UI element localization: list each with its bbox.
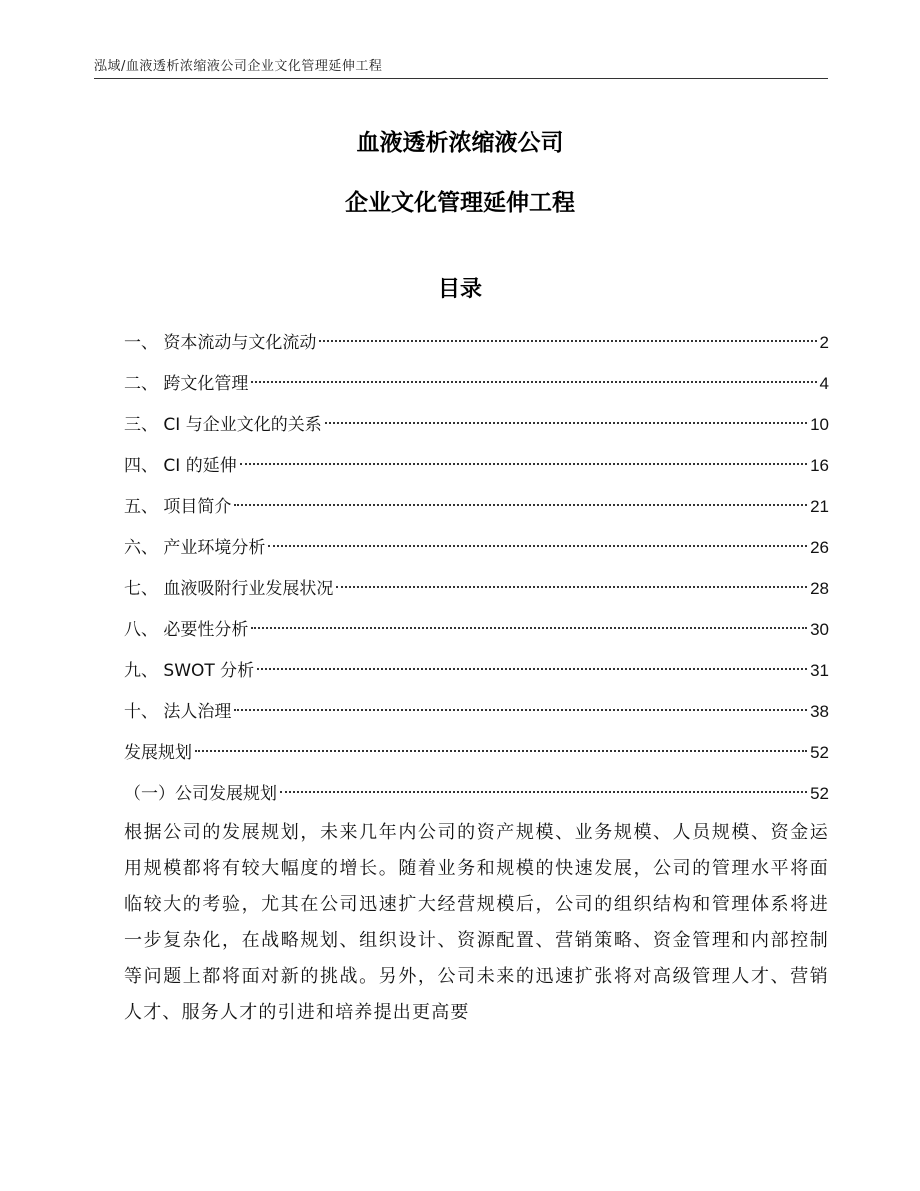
toc-entry-page: 10 <box>810 415 829 434</box>
toc-leader-dots <box>195 750 807 752</box>
document-title-line1: 血液透析浓缩液公司 <box>356 130 564 156</box>
toc-entry[interactable] <box>124 732 829 773</box>
toc-entry[interactable] <box>124 568 829 609</box>
toc-leader-dots <box>240 463 807 465</box>
table-of-contents <box>124 322 829 814</box>
toc-entry[interactable] <box>124 404 829 445</box>
toc-entry-label: 法人治理 <box>163 702 232 722</box>
toc-entry-page: 52 <box>810 784 829 803</box>
toc-entry-label: 必要性分析 <box>163 620 249 640</box>
toc-entry-number: 四、 <box>124 456 164 476</box>
toc-entry[interactable] <box>124 527 829 568</box>
body-paragraph: 根据公司的发展规划，未来几年内公司的资产规模、业务规模、人员规模、资金运用规模都将有较大幅度的增长。随着业务和规模的快速发展，公司的管理水平将面临较大的考验，尤其在公司迅速扩大经营规模后，公司的组织结构和管理体系将进一步复杂化，在战略规划、组织设计、资源配置、营销策略、资金管理和内部控制等问题上都将面对新的挑战。另外，公司未来的迅速扩张将对高级管理人才、营销人才、服务人才的引进和培养提出更高要 <box>124 822 829 1023</box>
toc-entry-page: 28 <box>810 579 829 598</box>
toc-leader-dots <box>251 381 816 383</box>
toc-entry-label: 资本流动与文化流动 <box>163 333 317 353</box>
toc-leader-dots <box>257 668 807 670</box>
toc-leader-dots <box>268 545 807 547</box>
toc-entry-label: 产业环境分析 <box>163 538 266 558</box>
toc-entry[interactable] <box>124 322 829 363</box>
toc-entry-number: 一、 <box>124 333 164 353</box>
toc-leader-dots <box>234 709 807 711</box>
toc-entry-number: 二、 <box>124 374 164 394</box>
toc-entry[interactable] <box>124 486 829 527</box>
toc-entry-page: 26 <box>810 538 829 557</box>
toc-leader-dots <box>251 627 807 629</box>
toc-leader-dots <box>280 791 807 793</box>
toc-entry-label: 发展规划 <box>124 743 192 763</box>
toc-entry[interactable] <box>124 691 829 732</box>
toc-entry-label: SWOT 分析 <box>163 661 255 681</box>
toc-entry-page: 52 <box>810 743 829 762</box>
toc-entry-number: 九、 <box>124 661 164 681</box>
toc-entry-page: 30 <box>810 620 829 639</box>
toc-entry-number: 七、 <box>124 579 164 599</box>
toc-entry[interactable] <box>124 609 829 650</box>
toc-entry[interactable] <box>124 363 829 404</box>
toc-leader-dots <box>325 422 807 424</box>
toc-heading: 目录 <box>437 277 482 302</box>
running-header: 泓域/血液透析浓缩液公司企业文化管理延伸工程 <box>94 59 383 74</box>
body-text <box>124 815 829 1031</box>
toc-leader-dots <box>234 504 807 506</box>
toc-leader-dots <box>319 340 816 342</box>
toc-entry-number: 十、 <box>124 702 164 722</box>
toc-entry-label: CI 与企业文化的关系 <box>163 415 322 435</box>
toc-entry-page: 16 <box>810 456 829 475</box>
toc-entry-page: 2 <box>819 333 829 352</box>
toc-entry[interactable] <box>124 650 829 691</box>
toc-entry-label: （一）公司发展规划 <box>124 784 277 804</box>
toc-entry[interactable] <box>124 773 829 814</box>
toc-entry-label: 跨文化管理 <box>163 374 249 394</box>
toc-entry-label: CI 的延伸 <box>163 456 237 476</box>
toc-entry-page: 4 <box>819 374 829 393</box>
toc-entry-number: 八、 <box>124 620 164 640</box>
toc-entry-label: 项目简介 <box>163 497 232 517</box>
document-title-line2: 企业文化管理延伸工程 <box>345 190 575 216</box>
toc-entry[interactable] <box>124 445 829 486</box>
toc-entry-label: 血液吸附行业发展状况 <box>163 579 334 599</box>
toc-entry-number: 六、 <box>124 538 164 558</box>
toc-entry-page: 31 <box>810 661 829 680</box>
toc-entry-number: 五、 <box>124 497 164 517</box>
toc-entry-page: 21 <box>810 497 829 516</box>
toc-leader-dots <box>336 586 807 588</box>
header-divider <box>94 78 828 79</box>
toc-entry-number: 三、 <box>124 415 164 435</box>
toc-entry-page: 38 <box>810 702 829 721</box>
